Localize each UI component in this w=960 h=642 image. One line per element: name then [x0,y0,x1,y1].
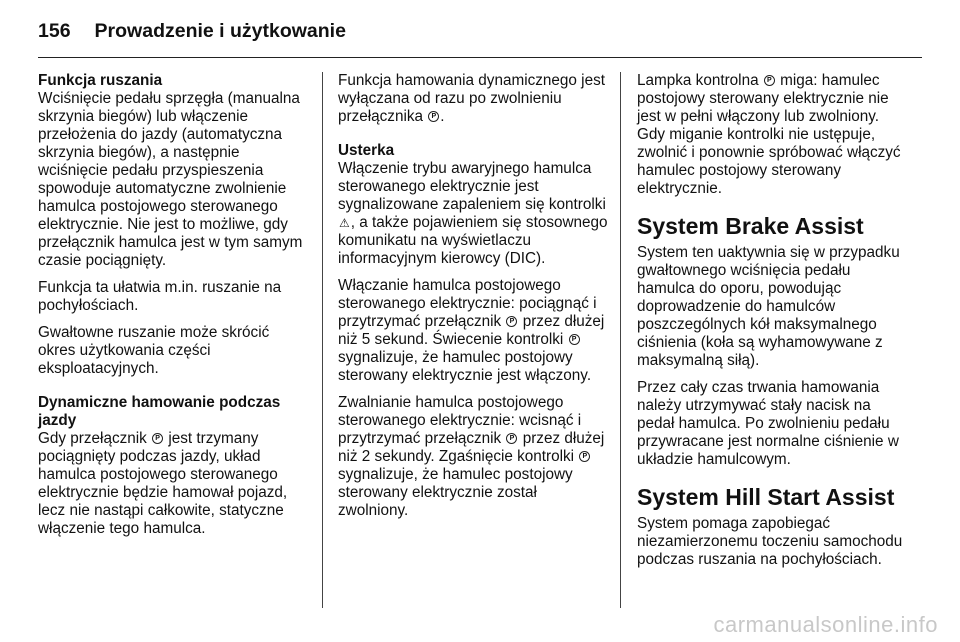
watermark: carmanualsonline.info [713,612,938,637]
paragraph: Lampka kontrolna P miga: hamulec postojowy sterowany elektrycznie nie jest w pełni włączony lub zwolniony. Gdy miganie kontrolki nie ustępuje, zwolnić i ponownie spróbować włączyć hamulec postojowy sterowany elektrycznie. [637,72,911,198]
parking-brake-icon [506,316,517,327]
paragraph: Zwalnianie hamulca postojowego sterowanego elektrycznie: wcisnąć i przytrzymać przełącznik P przez dłużej niż 2 sekundy. Zgaśnięcie kontrolki P sygnalizuje, że hamulec postojowy sterowany elektrycznie został zwolniony. [338,394,610,520]
paragraph: System ten uaktywnia się w przypadku gwałtownego wciśnięcia pedału hamulca do oporu, powodując doprowadzenie do hamulców poszczególnych kół maksymalnego ciśnienia (koła są wyhamowywane z maksymalną siłą). [637,244,900,369]
page-number: 156 [38,19,71,42]
column-3 [637,72,911,578]
paragraph: Włączenie trybu awaryjnego hamulca sterowanego elektrycznie jest sygnalizowane zapaleniem się kontrolki ⚠, a także pojawieniem się stosownego komunikatu na wyświetlaczu informacyjnym kierowcy (DIC). [338,160,608,267]
paragraph: Wciśnięcie pedału sprzęgła (manualna skrzynia biegów) lub włączenie przełożenia do jazdy (automatyczna skrzynia biegów), a następnie wciśnięcie pedału przyspieszenia spowoduje automatyczne zwolnienie hamulca postojowego sterowanego elektrycznie. Nie jest to możliwe, gdy przełącznik hamulca jest w tym samym czasie pociągnięty. [38,90,303,269]
section-heading: System Brake Assist [637,213,864,239]
page-header [38,14,346,48]
column-1 [38,72,310,547]
page-title: Prowadzenie i użytkowanie [94,19,346,42]
paragraph: System pomaga zapobiegać niezamierzonemu toczeniu samochodu podczas ruszania na pochyłościach. [637,515,903,568]
column-2 [338,72,610,529]
parking-brake-icon [428,111,439,122]
parking-brake-icon [506,433,517,444]
paragraph: Gdy przełącznik P jest trzymany pociągnięty podczas jazdy, układ hamulca postojowego sterowanego elektrycznie będzie hamował pojazd, lecz nie nastąpi całkowite, statyczne włączenie tego hamulca. [38,430,310,538]
column-divider [322,72,323,608]
subheading: Dynamiczne hamowanie podczas jazdy [38,394,281,429]
column-divider [620,72,621,608]
paragraph: Gwałtowne ruszanie może skrócić okres użytkowania części eksploatacyjnych. [38,324,270,377]
header-divider [38,57,922,58]
subheading: Funkcja ruszania [38,72,163,89]
subheading: Usterka [338,142,395,159]
paragraph: Funkcja ta ułatwia m.in. ruszanie na pochyłościach. [38,279,282,314]
parking-brake-icon [579,451,590,462]
parking-brake-icon [152,433,163,444]
parking-brake-icon [569,334,580,345]
paragraph: Przez cały czas trwania hamowania należy utrzymywać stały nacisk na pedał hamulca. Po zwolnieniu pedału przywracane jest normalne ciśnienie w układzie hamulcowym. [637,379,899,468]
parking-brake-icon [764,75,775,86]
service-wrench-icon: ⚠ [339,216,350,230]
paragraph: Włączanie hamulca postojowego sterowanego elektrycznie: pociągnąć i przytrzymać przełącznik P przez dłużej niż 5 sekund. Świecenie kontrolki P sygnalizuje, że hamulec postojowy sterowany elektrycznie jest włączony. [338,277,610,385]
paragraph: Funkcja hamowania dynamicznego jest wyłączana od razu po zwolnieniu przełącznika P . [338,72,610,126]
section-heading: System Hill Start Assist [637,484,895,510]
